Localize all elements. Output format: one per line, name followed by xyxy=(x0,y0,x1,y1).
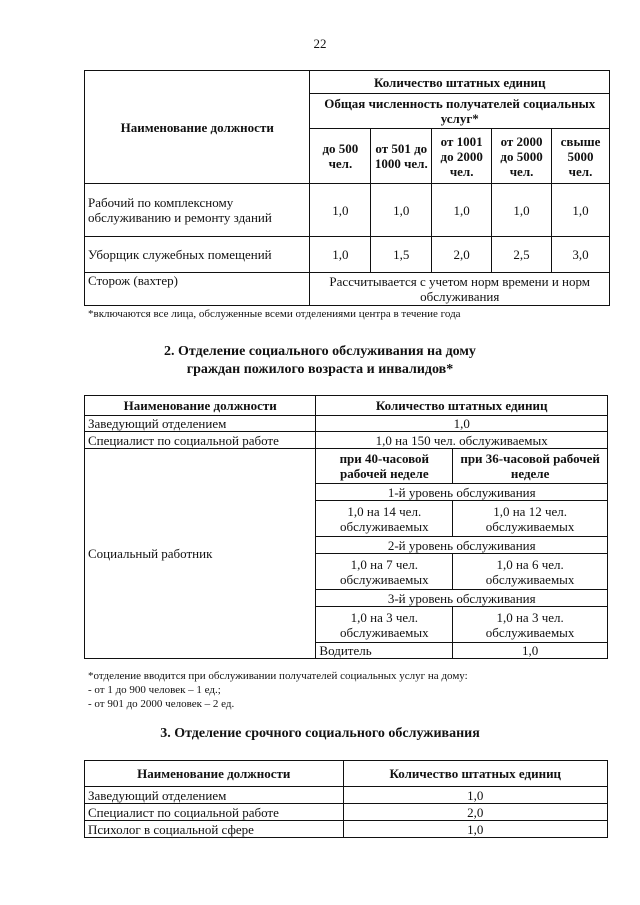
range-header: от 1001 до 2000 чел. xyxy=(432,129,492,184)
cell-value: 1,0 xyxy=(552,184,610,237)
cell-value: 3,0 xyxy=(552,237,610,273)
position-name: Заведующий отделением xyxy=(85,787,344,804)
week-36-header: при 36-часовой рабочей неделе xyxy=(453,449,608,484)
footnote: *включаются все лица, обслуженные всеми отделениями центра в течение года xyxy=(88,308,461,320)
col-header-position: Наименование должности xyxy=(85,396,316,416)
cell-value: 1,5 xyxy=(371,237,432,273)
cell-value: 1,0 на 12 чел. обслуживаемых xyxy=(453,501,608,537)
col-header-units: Количество штатных единиц xyxy=(343,761,607,787)
position-name: Водитель xyxy=(316,643,453,659)
section-title: граждан пожилого возраста и инвалидов* xyxy=(186,362,454,377)
range-header: до 500 чел. xyxy=(310,129,371,184)
week-40-header: при 40-часовой рабочей неделе xyxy=(316,449,453,484)
table-row xyxy=(85,804,608,821)
cell-value: 2,0 xyxy=(432,237,492,273)
position-name: Психолог в социальной сфере xyxy=(85,821,344,838)
cell-value: 1,0 на 150 чел. обслуживаемых xyxy=(316,432,608,449)
table-row xyxy=(85,237,610,273)
service-level-label: 3-й уровень обслуживания xyxy=(316,590,608,607)
section-title: 2. Отделение социального обслуживания на дому xyxy=(164,344,476,359)
staff-table-home-care xyxy=(84,395,608,659)
cell-value: 1,0 xyxy=(343,787,607,804)
cell-value: 2,0 xyxy=(343,804,607,821)
footnote-line: *отделение вводится при обслуживании получателей социальных услуг на дому: xyxy=(88,670,468,682)
table-row xyxy=(85,273,610,306)
position-name: Специалист по социальной работе xyxy=(85,432,316,449)
cell-value: 1,0 xyxy=(310,237,371,273)
range-header: свыше 5000 чел. xyxy=(552,129,610,184)
section-title: 3. Отделение срочного социального обслуживания xyxy=(160,726,480,741)
cell-value: 1,0 на 6 чел. обслуживаемых xyxy=(453,554,608,590)
table-row xyxy=(85,787,608,804)
staff-table-general xyxy=(84,70,610,306)
range-header: от 2000 до 5000 чел. xyxy=(492,129,552,184)
col-header-units: Количество штатных единиц xyxy=(310,71,610,94)
cell-value: 1,0 на 7 чел. обслуживаемых xyxy=(316,554,453,590)
staff-table-urgent xyxy=(84,760,608,838)
cell-value: Рассчитывается с учетом норм времени и норм обслуживания xyxy=(310,273,610,306)
service-level-label: 2-й уровень обслуживания xyxy=(316,537,608,554)
col-header-position: Наименование должности xyxy=(85,71,310,184)
table-row xyxy=(85,416,608,432)
cell-value: 1,0 xyxy=(371,184,432,237)
footnote-line: - от 901 до 2000 человек – 2 ед. xyxy=(88,698,235,710)
position-name: Сторож (вахтер) xyxy=(85,273,310,306)
cell-value: 1,0 на 3 чел. обслуживаемых xyxy=(316,607,453,643)
table-row xyxy=(85,432,608,449)
service-level-label: 1-й уровень обслуживания xyxy=(316,484,608,501)
cell-value: 1,0 на 14 чел. обслуживаемых xyxy=(316,501,453,537)
cell-value: 1,0 xyxy=(432,184,492,237)
cell-value: 1,0 xyxy=(316,416,608,432)
position-name: Рабочий по комплексному обслуживанию и ремонту зданий xyxy=(85,184,310,237)
position-name: Специалист по социальной работе xyxy=(85,804,344,821)
col-header-units: Количество штатных единиц xyxy=(316,396,608,416)
cell-value: 1,0 xyxy=(453,643,608,659)
range-header: от 501 до 1000 чел. xyxy=(371,129,432,184)
position-name: Уборщик служебных помещений xyxy=(85,237,310,273)
col-header-recipients: Общая численность получателей социальных услуг* xyxy=(310,94,610,129)
table-row xyxy=(85,821,608,838)
cell-value: 1,0 на 3 чел. обслуживаемых xyxy=(453,607,608,643)
cell-value: 1,0 xyxy=(310,184,371,237)
col-header-position: Наименование должности xyxy=(85,761,344,787)
cell-value: 2,5 xyxy=(492,237,552,273)
cell-value: 1,0 xyxy=(343,821,607,838)
position-name: Заведующий отделением xyxy=(85,416,316,432)
table-row xyxy=(85,184,610,237)
footnote-line: - от 1 до 900 человек – 1 ед.; xyxy=(88,684,221,696)
position-name: Социальный работник xyxy=(85,449,316,659)
page-number: 22 xyxy=(313,36,327,51)
cell-value: 1,0 xyxy=(492,184,552,237)
